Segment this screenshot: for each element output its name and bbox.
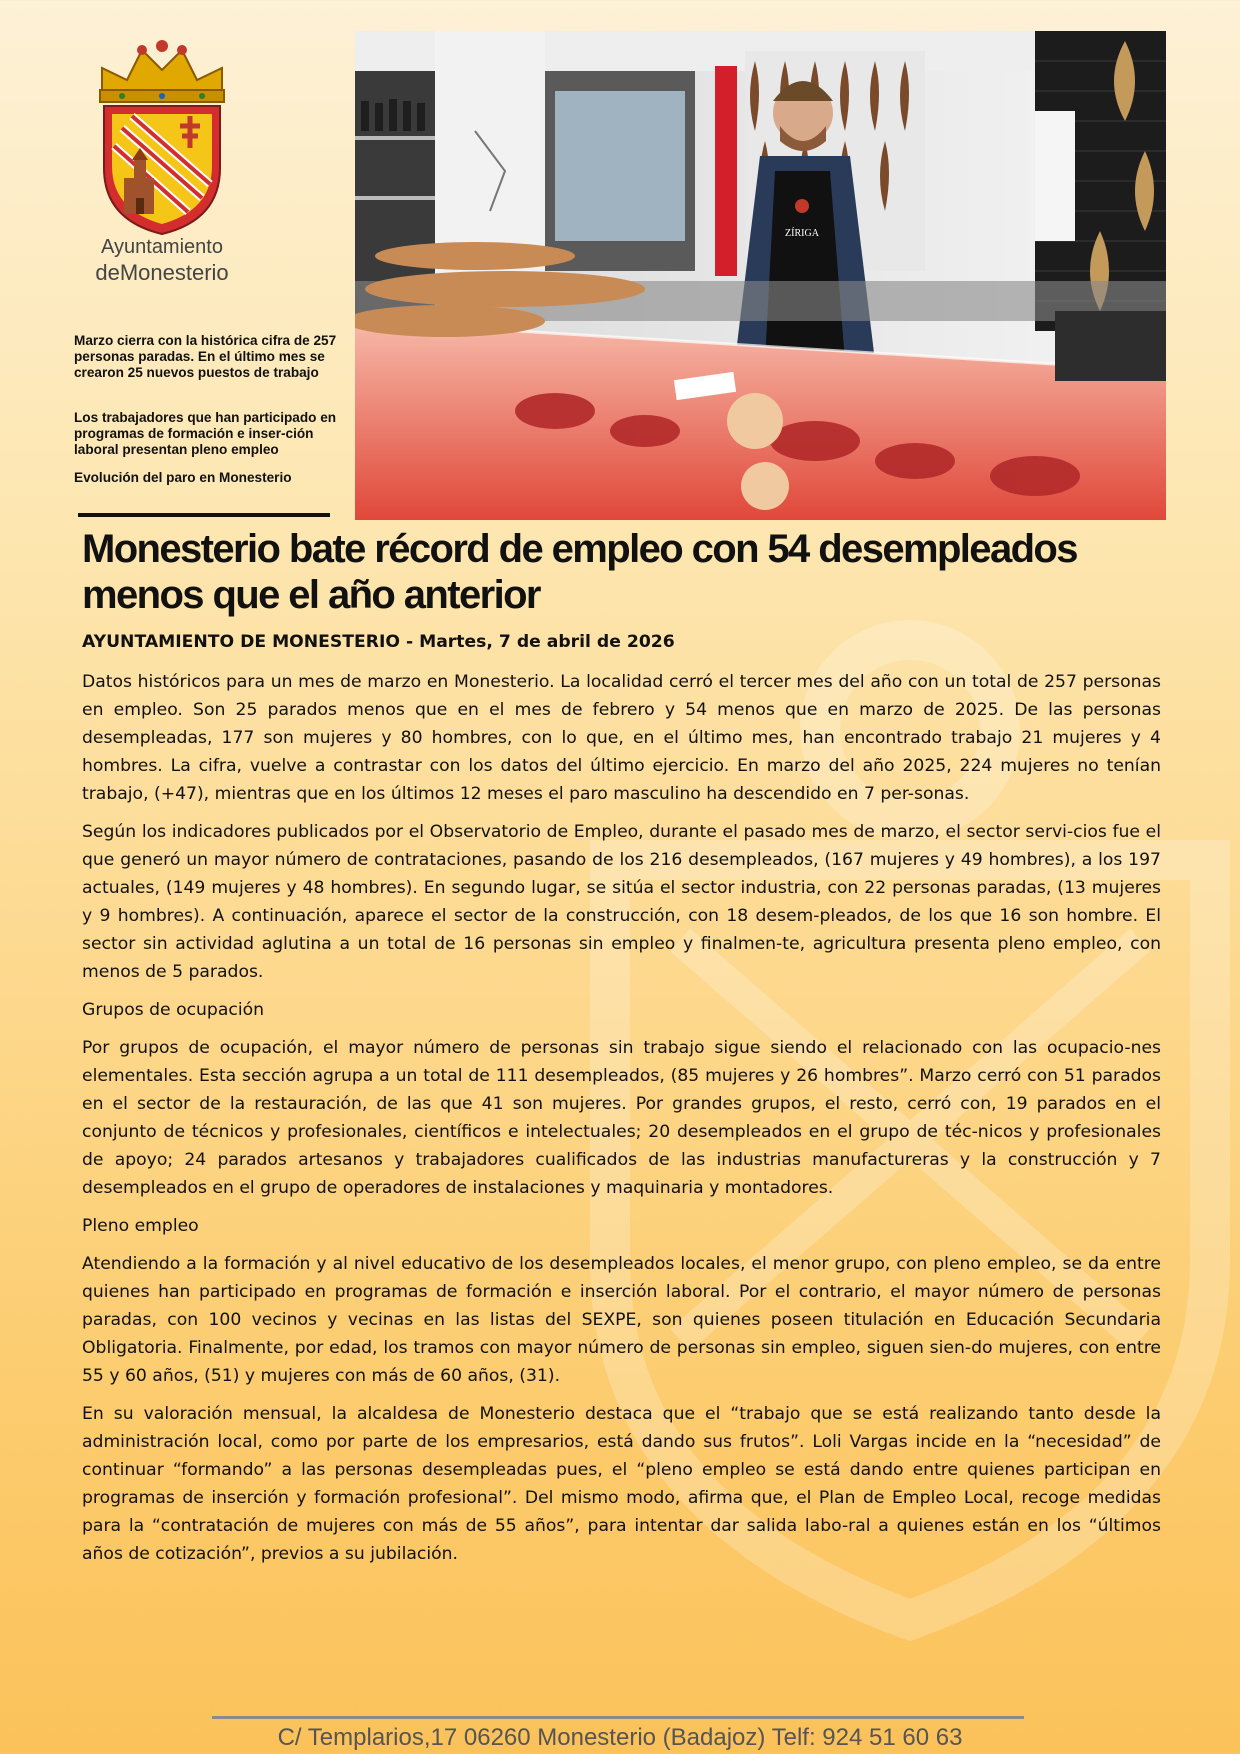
subhead-pleno: Pleno empleo xyxy=(82,1216,199,1236)
paragraph-mayor: En su valoración mensual, la alcaldesa de Monesterio destaca que el “trabajo que se está realizando tanto desde la administración local, como por parte de los empresarios, está dando sus frutos”. Loli Vargas incide en la “necesidad” de continuar “formando” a las personas desempleadas pues, el “pleno empleo se está dando entre quienes participan en programas de inserción y formación profesional”. Del mismo modo, afirma que, el Plan de Empleo Local, recoge medidas para la “contratación de mujeres con más de 55 años”, para intentar dar salida labo-ral a quienes están en los “últimos años de cotización”, previos a su jubilación. xyxy=(82,1404,1161,1564)
teaser-record: Marzo cierra con la histórica cifra de 257 personas paradas. En el último mes se crearon 25 nuevos puestos de trabajo xyxy=(74,333,337,380)
subhead-grupos: Grupos de ocupación xyxy=(82,1000,265,1020)
deli-shop-photo xyxy=(355,31,1166,520)
municipal-logo xyxy=(82,38,242,288)
teaser-divider xyxy=(78,513,330,517)
coat-of-arms-icon xyxy=(82,38,242,238)
article-body xyxy=(82,668,1161,1578)
crown-icon xyxy=(100,40,224,102)
paragraph-education: Atendiendo a la formación y al nivel educativo de los desempleados locales, el menor grupo, con pleno empleo, se da entre quienes han participado en programas de formación e inserción laboral. Por el contrario, el mayor número de personas paradas, con 100 vecinos y vecinas en las listas del SEXPE, son quienes poseen titulación en Educación Secundaria Obligatoria. Finalmente, por edad, los tramos con mayor número de personas sin empleo, siguen sien-do mujeres, con entre 55 y 60 años, (51) y mujeres con más de 60 años, (31). xyxy=(82,1254,1161,1386)
logo-caption-ayuntamiento: Ayuntamiento xyxy=(101,236,223,258)
footer-address: C/ Templarios,17 06260 Monesterio (Badajoz) Telf: 924 51 60 63 xyxy=(277,1724,963,1751)
apron-text: ZÍRIGA xyxy=(785,228,819,239)
footer-divider xyxy=(212,1716,1024,1719)
paragraph-sectors: Según los indicadores publicados por el Observatorio de Empleo, durante el pasado mes de marzo, el sector servi-cios fue el que generó un mayor número de contrataciones, pasando de los 216 desempleados, (167 mujeres y 49 hombres), a los 197 actuales, (149 mujeres y 48 hombres). En segundo lugar, se sitúa el sector industria, con 22 personas paradas, (13 mujeres y 9 hombres). A continuación, aparece el sector de la construcción, con 18 desem-pleados, de los que 16 son hombre. El sector sin actividad aglutina a un total de 16 personas sin empleo y finalmen-te, agricultura presenta pleno empleo, con menos de 5 parados. xyxy=(82,822,1161,982)
article-byline: AYUNTAMIENTO DE MONESTERIO - Martes, 7 de abril de 2026 xyxy=(82,632,675,652)
article-photo xyxy=(355,31,1166,520)
paragraph-occupation: Por grupos de ocupación, el mayor número de personas sin trabajo sigue siendo el relacionado con las ocupacio-nes elementales. Esta sección agrupa a un total de 111 desempleados, (85 mujeres y 26 hombres”. Marzo cerró con 51 parados en el sector de la restauración, de las que 41 son mujeres. Por grandes grupos, el resto, cerró con, 19 parados en el conjunto de técnicos y profesionales, científicos e intelectuales; 20 desempleados en el grupo de téc-nicos y profesionales de apoyo; 24 parados artesanos y trabajadores cualificados de las industrias manufactureras y la construcción y 7 desempleados en el grupo de operadores de instalaciones y maquinaria y montadores. xyxy=(82,1038,1161,1198)
article-headline: Monesterio bate récord de empleo con 54 desempleados menos que el año anterior xyxy=(82,527,1077,617)
teaser-training: Los trabajadores que han participado en programas de formación e inser-ción laboral presentan pleno empleo xyxy=(74,410,337,457)
teaser-evolution: Evolución del paro en Monesterio xyxy=(74,470,292,485)
paragraph-intro: Datos históricos para un mes de marzo en Monesterio. La localidad cerró el tercer mes del año con un total de 257 personas en empleo. Son 25 parados menos que en el mes de febrero y 54 menos que en marzo de 2025. De las personas desempleadas, 177 son mujeres y 80 hombres, con lo que, en el último mes, han encontrado trabajo 21 mujeres y 4 hombres. La cifra, vuelve a contrastar con los datos del último ejercicio. En marzo del año 2025, 224 mujeres no tenían trabajo, (+47), mientras que en los últimos 12 meses el paro masculino ha descendido en 7 per-sonas. xyxy=(82,672,1161,804)
logo-caption-monesterio: deMonesterio xyxy=(95,260,229,285)
